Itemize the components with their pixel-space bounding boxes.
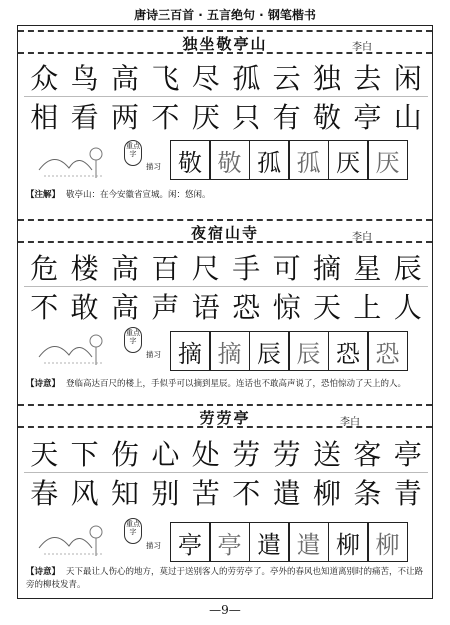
practice-char: 孤 (249, 140, 290, 180)
poem-char: 辰 (388, 248, 428, 287)
poem-char: 危 (24, 248, 64, 287)
poem-char: 鸟 (64, 58, 104, 97)
poem-char: 别 (151, 477, 180, 510)
page-number: —9— (209, 603, 241, 617)
poem-char: 条 (353, 477, 382, 510)
poem-char: 苦 (191, 477, 220, 510)
poem-char: 处 (186, 434, 226, 473)
poem-char: 闲 (388, 58, 428, 97)
poem-title-2: 夜宿山寺 (190, 224, 259, 242)
poem-char: 心 (145, 434, 185, 473)
poem-char: 知 (110, 477, 139, 510)
poem-char: 有 (272, 101, 301, 134)
practice-char: 亭 (209, 522, 250, 562)
poem-char: 敢 (70, 291, 99, 324)
poem-title-3: 劳劳亭 (199, 409, 251, 427)
poem-char: 百 (145, 248, 185, 287)
poem-char: 上 (353, 291, 382, 324)
note-text-1: 敬亭山：在今安徽省宣城。闲：悠闲。 (66, 190, 211, 200)
practice-row-1 (171, 140, 408, 180)
poem-char: 云 (266, 58, 306, 97)
poem-char: 手 (226, 248, 266, 287)
poem-char: 尽 (186, 58, 226, 97)
poem-char: 只 (232, 101, 261, 134)
poem-char: 孤 (226, 58, 266, 97)
note-text-3: 天下最让人伤心的地方，莫过于送别客人的劳劳亭了。亭外的春风也知道离别时的痛苦，不让路旁的柳枝发青。 (26, 567, 424, 590)
key-chars-badge-1: 重点字 (124, 140, 142, 166)
practice-char: 遣 (249, 522, 290, 562)
note-1 (26, 189, 426, 202)
key-chars-badge-3: 重点字 (124, 518, 142, 544)
poem-author-1: 李白 (352, 42, 372, 53)
poem-title-1: 独坐敬亭山 (182, 35, 268, 53)
poem-char: 飞 (145, 58, 185, 97)
poem-char: 高 (105, 58, 145, 97)
note-tag-2: 【诗意】 (26, 379, 61, 389)
poem-author-3: 李白 (340, 417, 360, 428)
poem-char: 天 (24, 434, 64, 473)
poem-char: 惊 (272, 291, 301, 324)
practice-char: 恐 (328, 331, 369, 371)
poem-char: 可 (266, 248, 306, 287)
poem-char: 尺 (186, 248, 226, 287)
practice-char: 厌 (328, 140, 369, 180)
poem-line-3b (24, 473, 428, 511)
poem-char: 柳 (312, 477, 341, 510)
practice-label-1: 描习 (146, 162, 161, 171)
note-3 (26, 566, 426, 592)
poem-line-2b (24, 287, 428, 325)
poem-char: 遣 (272, 477, 301, 510)
poem-author-2: 李白 (352, 232, 372, 243)
practice-row-2 (171, 331, 408, 371)
poem-char: 劳 (266, 434, 306, 473)
poem-char: 青 (393, 477, 422, 510)
practice-label-3: 描习 (146, 541, 161, 550)
practice-char: 厌 (367, 140, 408, 180)
poem-char: 不 (232, 477, 261, 510)
poem-char: 人 (393, 291, 422, 324)
poem-char: 看 (70, 101, 99, 134)
practice-char: 遣 (288, 522, 329, 562)
poem-line-1a (24, 58, 428, 97)
practice-char: 摘 (209, 331, 250, 371)
poem-char: 声 (151, 291, 180, 324)
practice-char: 摘 (170, 331, 211, 371)
poem-char: 劳 (226, 434, 266, 473)
practice-char: 敬 (209, 140, 250, 180)
poem-char: 不 (30, 291, 59, 324)
note-tag-3: 【诗意】 (26, 567, 61, 577)
poem-char: 去 (347, 58, 387, 97)
poem-char: 不 (151, 101, 180, 134)
poem-char: 摘 (307, 248, 347, 287)
poem-char: 送 (307, 434, 347, 473)
poem-line-1b (24, 97, 428, 135)
poem-char: 敬 (312, 101, 341, 134)
practice-row-3 (171, 522, 408, 562)
note-tag-1: 【注解】 (26, 190, 61, 200)
poem-char: 伤 (105, 434, 145, 473)
practice-char: 辰 (288, 331, 329, 371)
poem-char: 高 (105, 248, 145, 287)
poem-char: 风 (70, 477, 99, 510)
poem-char: 独 (307, 58, 347, 97)
practice-label-2: 描习 (146, 350, 161, 359)
practice-char: 亭 (170, 522, 211, 562)
poem-char: 亭 (388, 434, 428, 473)
practice-char: 辰 (249, 331, 290, 371)
key-chars-badge-2: 重点字 (124, 327, 142, 353)
poem-char: 相 (30, 101, 59, 134)
poem-char: 天 (312, 291, 341, 324)
poem-char: 春 (30, 477, 59, 510)
page-header: 唐诗三百首 · 五言绝句 · 钢笔楷书 (134, 8, 316, 22)
poem-line-3a (24, 434, 428, 473)
poem-char: 恐 (232, 291, 261, 324)
practice-char: 敬 (170, 140, 211, 180)
practice-char: 恐 (367, 331, 408, 371)
note-2 (26, 378, 426, 391)
poem-char: 山 (393, 101, 422, 134)
note-text-2: 登临高达百尺的楼上，手似乎可以摘到星辰。连话也不敢高声说了，恐怕惊动了天上的人。 (66, 379, 407, 389)
poem-char: 高 (110, 291, 139, 324)
practice-char: 孤 (288, 140, 329, 180)
poem-line-2a (24, 248, 428, 287)
practice-char: 柳 (328, 522, 369, 562)
poem-char: 下 (64, 434, 104, 473)
poem-char: 楼 (64, 248, 104, 287)
poem-char: 语 (191, 291, 220, 324)
poem-char: 客 (347, 434, 387, 473)
poem-char: 众 (24, 58, 64, 97)
lotus-sketch-icon (34, 518, 114, 560)
poem-char: 厌 (191, 101, 220, 134)
poem-char: 两 (110, 101, 139, 134)
poem-char: 星 (347, 248, 387, 287)
poem-char: 亭 (353, 101, 382, 134)
lotus-sketch-icon (34, 327, 114, 369)
practice-char: 柳 (367, 522, 408, 562)
lotus-sketch-icon (34, 140, 114, 182)
